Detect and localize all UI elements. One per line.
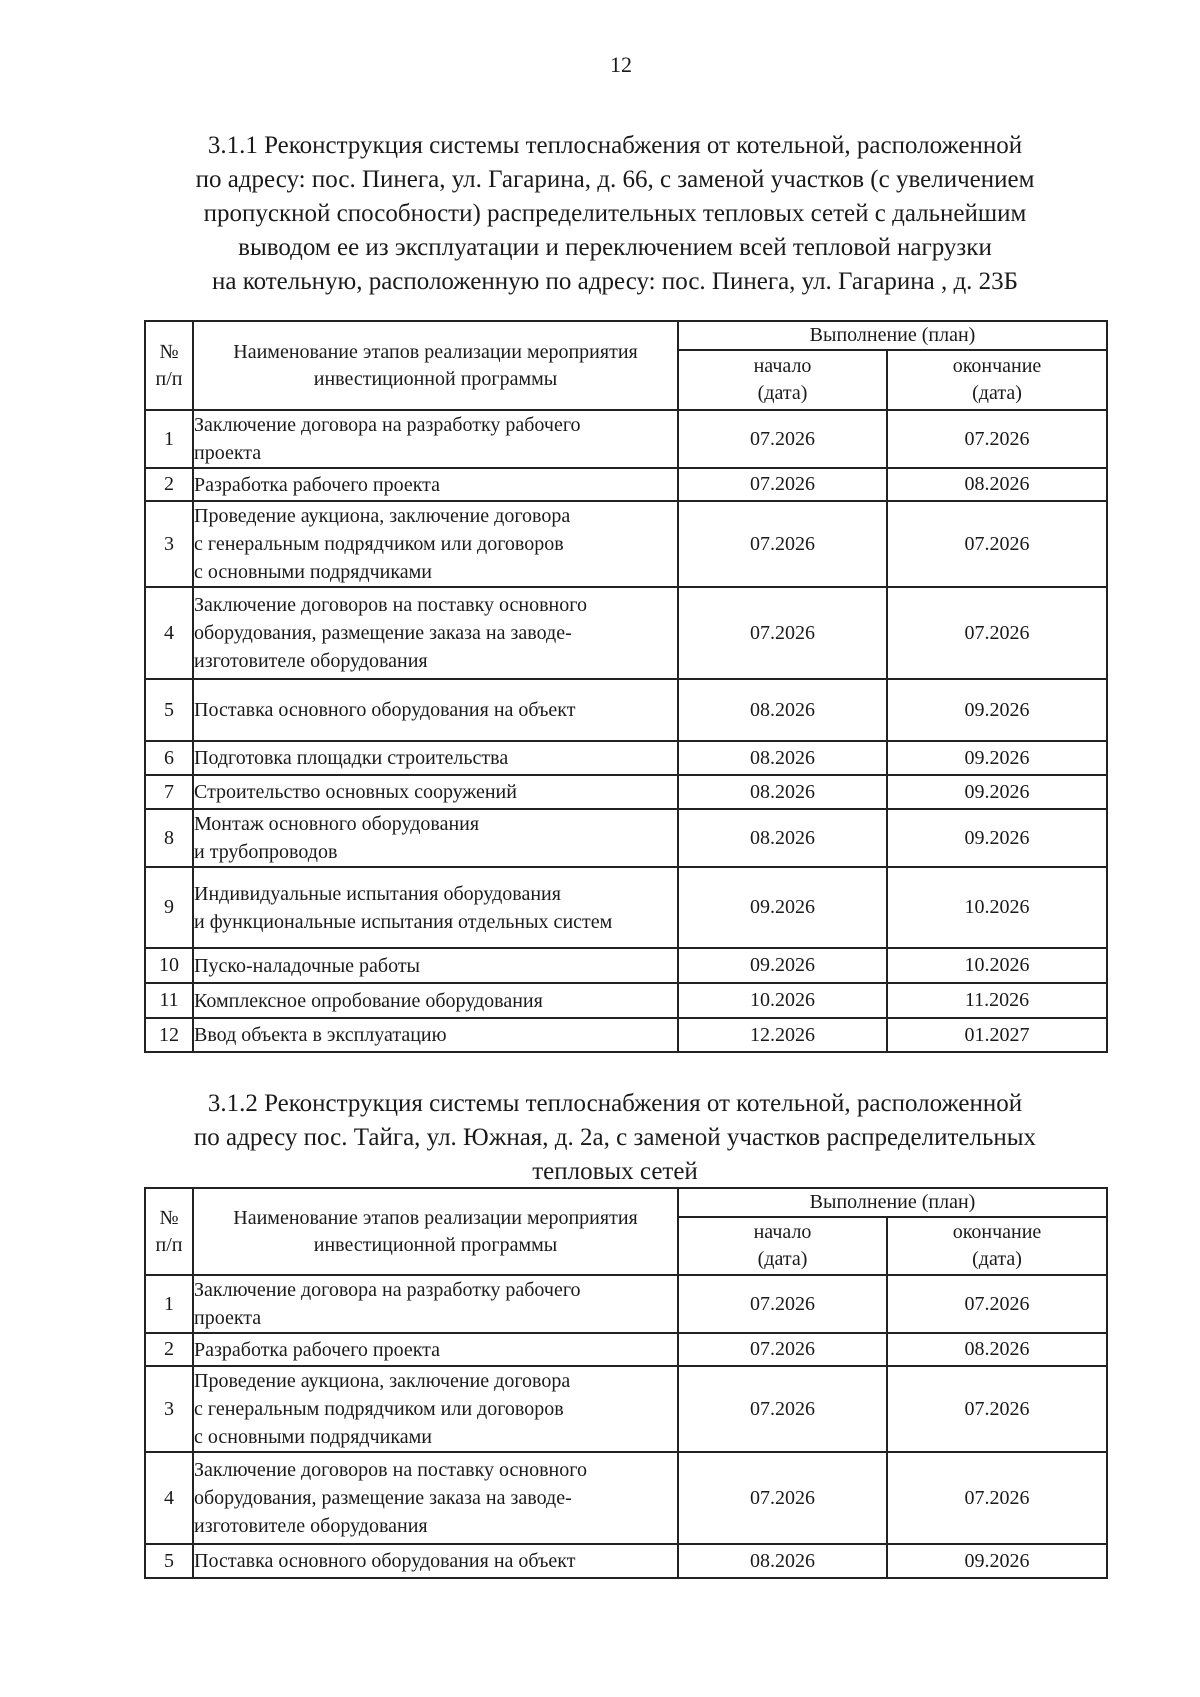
table-row [145, 867, 1107, 948]
table-row [145, 1333, 1107, 1366]
start-date: 07.2026 [678, 587, 887, 679]
stage-name: Подготовка площадки строительства [193, 741, 678, 775]
table-row [145, 501, 1107, 587]
schedule-table-3-1-1 [144, 320, 1108, 1053]
header-end-date: окончание (дата) [887, 1217, 1107, 1275]
table-row [145, 809, 1107, 867]
stage-name: Заключение договоров на поставку основного оборудования, размещение заказа на заводе- изготовителе оборудования [193, 587, 678, 679]
end-date: 10.2026 [887, 867, 1107, 948]
stage-name: Разработка рабочего проекта [193, 1333, 678, 1366]
stage-name: Заключение договора на разработку рабочего проекта [193, 1275, 678, 1333]
end-date: 07.2026 [887, 587, 1107, 679]
start-date: 07.2026 [678, 468, 887, 501]
end-date: 09.2026 [887, 679, 1107, 741]
row-number: 6 [145, 741, 193, 775]
end-date: 09.2026 [887, 775, 1107, 809]
start-date: 07.2026 [678, 410, 887, 468]
stage-name: Проведение аукциона, заключение договора с генеральным подрядчиком или договоров с основными подрядчиками [193, 501, 678, 587]
row-number: 12 [145, 1018, 193, 1052]
title-line: тепловых сетей [532, 1158, 698, 1185]
row-number: 10 [145, 948, 193, 983]
header-stage-name: Наименование этапов реализации мероприятия инвестиционной программы [193, 1188, 678, 1275]
row-number: 3 [145, 1366, 193, 1452]
title-line: пропускной способности) распределительных тепловых сетей с дальнейшим [203, 200, 1027, 227]
end-date: 07.2026 [887, 1275, 1107, 1333]
start-date: 08.2026 [678, 775, 887, 809]
end-date: 08.2026 [887, 1333, 1107, 1366]
row-number: 4 [145, 587, 193, 679]
row-number: 5 [145, 679, 193, 741]
row-number: 1 [145, 410, 193, 468]
row-number: 11 [145, 983, 193, 1018]
start-date: 08.2026 [678, 679, 887, 741]
stage-name: Поставка основного оборудования на объект [193, 679, 678, 741]
header-end-date: окончание (дата) [887, 350, 1107, 410]
stage-name: Монтаж основного оборудования и трубопроводов [193, 809, 678, 867]
row-number: 2 [145, 1333, 193, 1366]
stage-name: Ввод объекта в эксплуатацию [193, 1018, 678, 1052]
end-date: 11.2026 [887, 983, 1107, 1018]
table-row [145, 1275, 1107, 1333]
end-date: 09.2026 [887, 809, 1107, 867]
start-date: 08.2026 [678, 741, 887, 775]
end-date: 08.2026 [887, 468, 1107, 501]
row-number: 8 [145, 809, 193, 867]
header-start-date: начало (дата) [678, 350, 887, 410]
table-row [145, 1018, 1107, 1052]
start-date: 12.2026 [678, 1018, 887, 1052]
stage-name: Пуско-наладочные работы [193, 948, 678, 983]
end-date: 07.2026 [887, 501, 1107, 587]
title-line: по адресу пос. Тайга, ул. Южная, д. 2а, с заменой участков распределительных [193, 1124, 1037, 1151]
start-date: 07.2026 [678, 1333, 887, 1366]
title-line: выводом ее из эксплуатации и переключением всей тепловой нагрузки [238, 234, 992, 261]
stage-name: Проведение аукциона, заключение договора с генеральным подрядчиком или договоров с основными подрядчиками [193, 1366, 678, 1452]
row-number: 4 [145, 1452, 193, 1544]
table-row [145, 1544, 1107, 1578]
header-execution-plan: Выполнение (план) [678, 1188, 1107, 1217]
schedule-table-3-1-2 [144, 1187, 1108, 1579]
table-row [145, 410, 1107, 468]
table-row [145, 587, 1107, 679]
header-stage-name: Наименование этапов реализации мероприятия инвестиционной программы [193, 321, 678, 410]
stage-name: Заключение договора на разработку рабочего проекта [193, 410, 678, 468]
stage-name: Индивидуальные испытания оборудования и функциональные испытания отдельных систем [193, 867, 678, 948]
title-line: по адресу: пос. Пинега, ул. Гагарина, д. 66, с заменой участков (с увеличением [195, 166, 1035, 193]
end-date: 01.2027 [887, 1018, 1107, 1052]
end-date: 07.2026 [887, 1366, 1107, 1452]
start-date: 08.2026 [678, 809, 887, 867]
stage-name: Комплексное опробование оборудования [193, 983, 678, 1018]
table-row [145, 679, 1107, 741]
row-number: 9 [145, 867, 193, 948]
section-title-3-1-1 [150, 129, 1080, 299]
table-row [145, 983, 1107, 1018]
page-number: 12 [610, 52, 632, 77]
table-row [145, 948, 1107, 983]
title-line: 3.1.2 Реконструкция системы теплоснабжения от котельной, расположенной [207, 1090, 1023, 1117]
row-number: 3 [145, 501, 193, 587]
row-number: 5 [145, 1544, 193, 1578]
title-line: 3.1.1 Реконструкция системы теплоснабжения от котельной, расположенной [207, 132, 1023, 159]
table-row [145, 1452, 1107, 1544]
stage-name: Разработка рабочего проекта [193, 468, 678, 501]
end-date: 10.2026 [887, 948, 1107, 983]
header-num: № п/п [145, 321, 193, 410]
stage-name: Заключение договоров на поставку основного оборудования, размещение заказа на заводе- изготовителе оборудования [193, 1452, 678, 1544]
header-start-date: начало (дата) [678, 1217, 887, 1275]
stage-name: Поставка основного оборудования на объект [193, 1544, 678, 1578]
end-date: 09.2026 [887, 1544, 1107, 1578]
table-row [145, 468, 1107, 501]
start-date: 07.2026 [678, 1275, 887, 1333]
start-date: 07.2026 [678, 1366, 887, 1452]
table-row [145, 741, 1107, 775]
section-title-3-1-2 [150, 1087, 1080, 1189]
row-number: 7 [145, 775, 193, 809]
start-date: 07.2026 [678, 501, 887, 587]
end-date: 07.2026 [887, 1452, 1107, 1544]
start-date: 10.2026 [678, 983, 887, 1018]
row-number: 2 [145, 468, 193, 501]
header-num: № п/п [145, 1188, 193, 1275]
start-date: 08.2026 [678, 1544, 887, 1578]
stage-name: Строительство основных сооружений [193, 775, 678, 809]
end-date: 09.2026 [887, 741, 1107, 775]
end-date: 07.2026 [887, 410, 1107, 468]
table-row [145, 775, 1107, 809]
title-line: на котельную, расположенную по адресу: пос. Пинега, ул. Гагарина , д. 23Б [211, 268, 1019, 295]
start-date: 09.2026 [678, 867, 887, 948]
header-execution-plan: Выполнение (план) [678, 321, 1107, 350]
start-date: 09.2026 [678, 948, 887, 983]
start-date: 07.2026 [678, 1452, 887, 1544]
table-row [145, 1366, 1107, 1452]
row-number: 1 [145, 1275, 193, 1333]
